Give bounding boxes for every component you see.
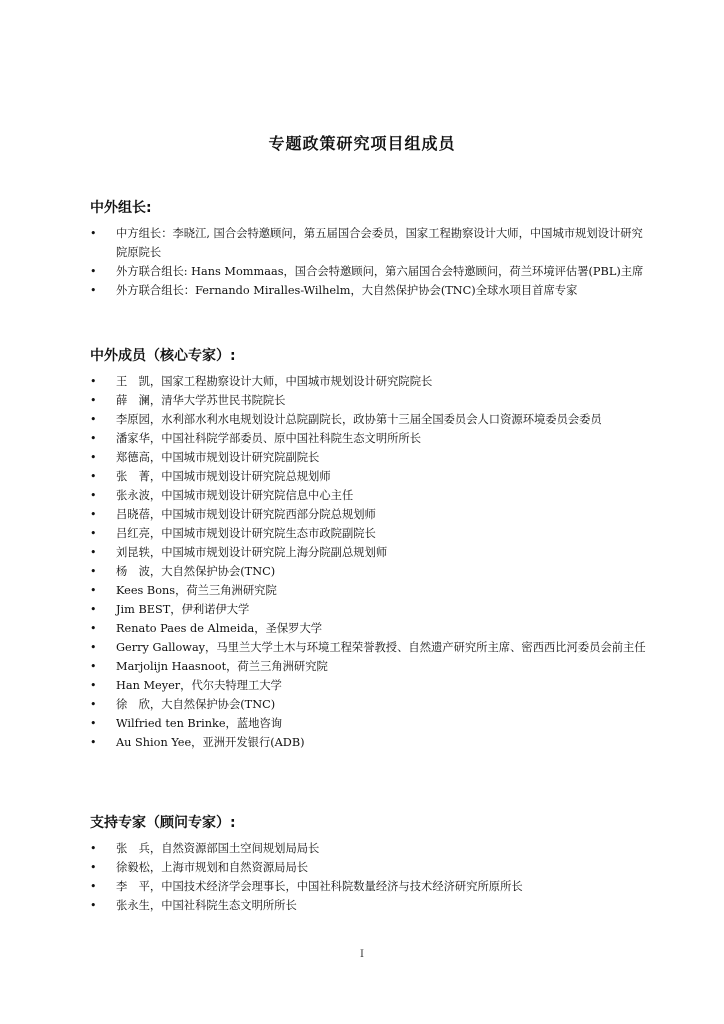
bullet-icon: • <box>90 432 97 445</box>
bullet-icon: • <box>90 227 97 240</box>
bullet-icon: • <box>90 284 97 297</box>
bullet-icon: • <box>90 375 97 388</box>
bullet-icon: • <box>90 736 97 749</box>
list-item: • 中方组长：李晓江, 国合会特邀顾问，第五届国合会委员，国家工程勘察设计大师，中国城市规划设计研究院原院长 <box>90 224 650 262</box>
bullet-icon: • <box>90 413 97 426</box>
list-item: • 张 兵，自然资源部国土空间规划局局长 <box>90 839 650 858</box>
section-leaders <box>90 197 650 300</box>
list-item: • Jim BEST，伊利诺伊大学 <box>90 600 650 619</box>
bullet-icon: • <box>90 622 97 635</box>
list-item: • Han Meyer，代尔夫特理工大学 <box>90 676 650 695</box>
list-item: • 外方联合组长：Fernando Miralles-Wilhelm，大自然保护协会(TNC)全球水项目首席专家 <box>90 281 650 300</box>
bullet-icon: • <box>90 842 97 855</box>
list-item: • 张永波，中国城市规划设计研究院信息中心主任 <box>90 486 650 505</box>
bullet-icon: • <box>90 565 97 578</box>
member-list <box>90 372 650 752</box>
bullet-icon: • <box>90 880 97 893</box>
bullet-icon: • <box>90 527 97 540</box>
bullet-icon: • <box>90 861 97 874</box>
list-item: • 郑德高，中国城市规划设计研究院副院长 <box>90 448 650 467</box>
list-item: • 刘昆轶，中国城市规划设计研究院上海分院副总规划师 <box>90 543 650 562</box>
bullet-icon: • <box>90 489 97 502</box>
bullet-icon: • <box>90 394 97 407</box>
bullet-icon: • <box>90 641 97 654</box>
list-item: • 外方联合组长: Hans Mommaas，国合会特邀顾问，第六届国合会特邀顾问，荷兰环境评估署(PBL)主席 <box>90 262 650 281</box>
bullet-icon: • <box>90 584 97 597</box>
list-item: • 潘家华，中国社科院学部委员、原中国社科院生态文明所所长 <box>90 429 650 448</box>
list-item: • Marjolijn Haasnoot，荷兰三角洲研究院 <box>90 657 650 676</box>
bullet-icon: • <box>90 899 97 912</box>
list-item: • 李原园，水利部水利水电规划设计总院副院长，政协第十三届全国委员会人口资源环境委员会委员 <box>90 410 650 429</box>
advisor-list <box>90 839 650 915</box>
section-heading: 中外组长: <box>90 200 152 216</box>
section-advisors <box>90 812 650 915</box>
list-item: • 吕晓蓓，中国城市规划设计研究院西部分院总规划师 <box>90 505 650 524</box>
bullet-icon: • <box>90 508 97 521</box>
list-item: • 张 菁，中国城市规划设计研究院总规划师 <box>90 467 650 486</box>
list-item: • 李 平，中国技术经济学会理事长，中国社科院数量经济与技术经济研究所原所长 <box>90 877 650 896</box>
list-item: • 张永生，中国社科院生态文明所所长 <box>90 896 650 915</box>
leader-list <box>90 224 650 300</box>
bullet-icon: • <box>90 470 97 483</box>
bullet-icon: • <box>90 679 97 692</box>
list-item: • Kees Bons，荷兰三角洲研究院 <box>90 581 650 600</box>
list-item: • Wilfried ten Brinke，蓝地咨询 <box>90 714 650 733</box>
list-item: • 徐 欣，大自然保护协会(TNC) <box>90 695 650 714</box>
list-item: • 吕红亮，中国城市规划设计研究院生态市政院副院长 <box>90 524 650 543</box>
page-title: 专题政策研究项目组成员 <box>268 134 456 153</box>
list-item: • Renato Paes de Almeida，圣保罗大学 <box>90 619 650 638</box>
bullet-icon: • <box>90 265 97 278</box>
bullet-icon: • <box>90 603 97 616</box>
bullet-icon: • <box>90 717 97 730</box>
bullet-icon: • <box>90 660 97 673</box>
list-item: • 王 凯，国家工程勘察设计大师，中国城市规划设计研究院院长 <box>90 372 650 391</box>
section-core-members <box>90 345 650 752</box>
list-item: • Au Shion Yee，亚洲开发银行(ADB) <box>90 733 650 752</box>
bullet-icon: • <box>90 698 97 711</box>
page-number: I <box>360 949 364 960</box>
list-item: • 杨 波，大自然保护协会(TNC) <box>90 562 650 581</box>
bullet-icon: • <box>90 546 97 559</box>
section-heading: 支持专家（顾问专家）: <box>90 815 236 831</box>
list-item: • 徐毅松，上海市规划和自然资源局局长 <box>90 858 650 877</box>
list-item: • 薛 澜，清华大学苏世民书院院长 <box>90 391 650 410</box>
section-heading: 中外成员（核心专家）: <box>90 348 236 364</box>
bullet-icon: • <box>90 451 97 464</box>
list-item: • Gerry Galloway，马里兰大学土木与环境工程荣誉教授、自然遗产研究所主席、密西西比河委员会前主任 <box>90 638 650 657</box>
